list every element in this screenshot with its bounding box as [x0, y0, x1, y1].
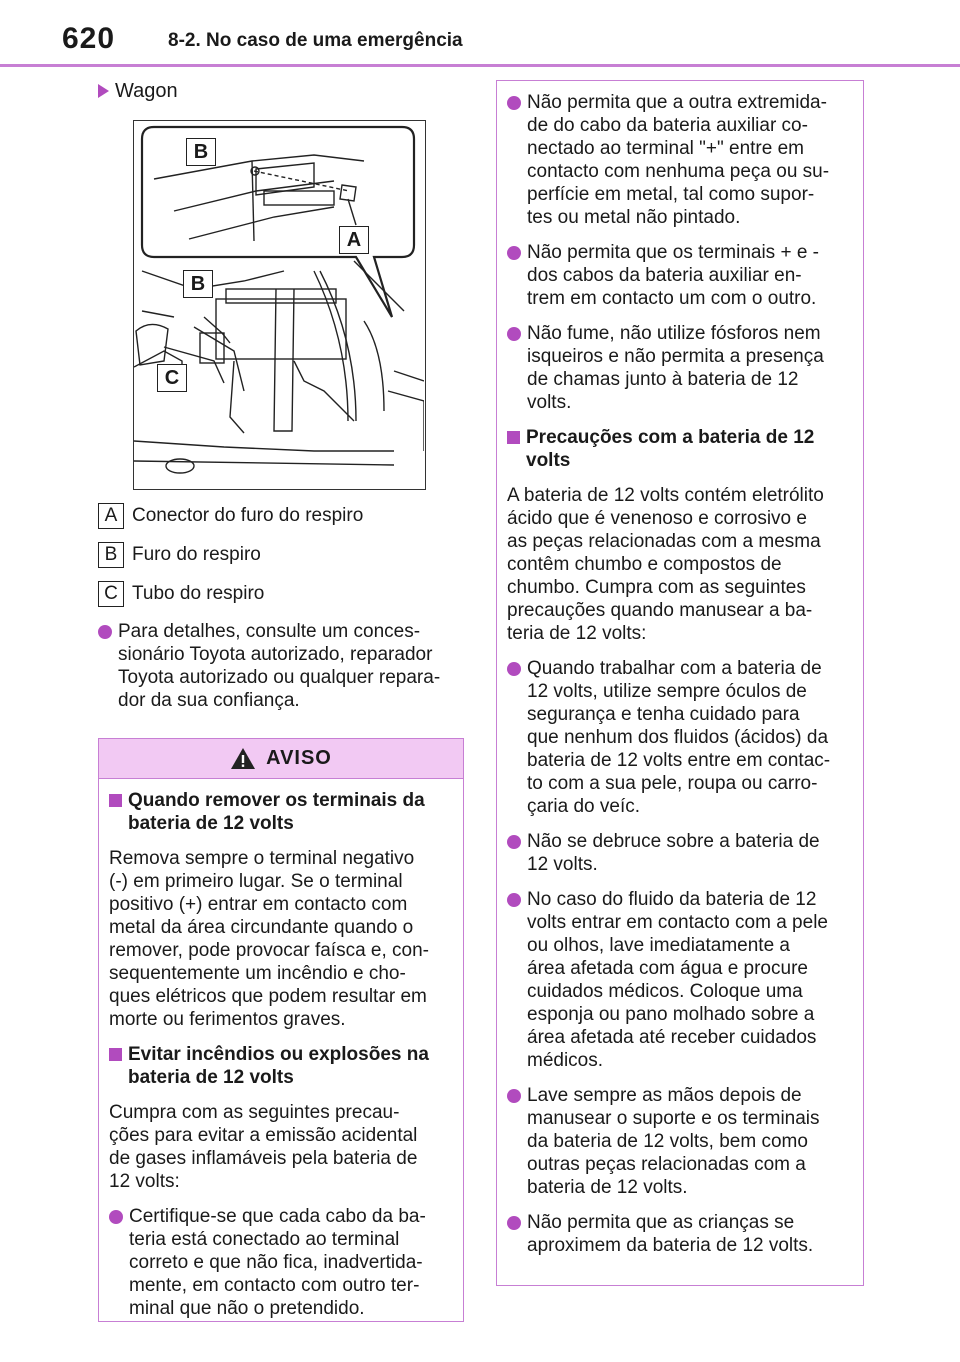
bullet-dot-icon — [507, 662, 521, 676]
text-line: perfície em metal, tal como supor- — [527, 184, 815, 205]
variant-heading — [98, 78, 178, 104]
text-line: remover, pode provocar faísca e, con- — [109, 940, 429, 961]
figure-label-c: C — [157, 364, 187, 392]
text-line: morte ou ferimentos graves. — [109, 1009, 346, 1030]
text-line: bateria de 12 volts entre em contac- — [527, 750, 831, 771]
text-line: Remova sempre o terminal negativo — [109, 848, 415, 869]
triangle-bullet-icon — [98, 84, 109, 98]
dealer-note — [98, 620, 468, 712]
text-line: teria está conectado ao terminal — [129, 1229, 400, 1250]
warning-triangle-icon — [230, 747, 256, 770]
right-bullet-4 — [507, 657, 853, 818]
bullet-dot-icon — [507, 893, 521, 907]
bullet-dot-icon — [98, 625, 112, 639]
legend-text: Furo do respiro — [132, 544, 261, 565]
text-line: bateria de 12 volts — [128, 813, 294, 834]
text-line: Quando trabalhar com a bateria de — [527, 658, 822, 679]
right-bullet-7 — [507, 1084, 853, 1199]
text-line: de chamas junto à bateria de 12 — [527, 369, 799, 390]
right-heading-1 — [507, 426, 853, 472]
text-line: volts. — [527, 392, 572, 413]
text-line: 12 volts: — [109, 1171, 180, 1192]
right-paragraph-1 — [507, 484, 853, 645]
text-line: volts entrar em contacto com a pele — [527, 912, 828, 933]
bullet-dot-icon — [507, 96, 521, 110]
text-line: nectado ao terminal "+" entre em — [527, 138, 805, 159]
warning-box — [98, 738, 464, 1322]
legend-key: C — [98, 581, 124, 607]
warning-continuation-box — [496, 80, 864, 1286]
warning-heading-2 — [109, 1043, 453, 1089]
text-line: manusear o suporte e os terminais — [527, 1108, 820, 1129]
text-line: 12 volts, utilize sempre óculos de — [527, 681, 807, 702]
text-line: Não permita que a outra extremida- — [527, 92, 827, 113]
text-line: Cumpra com as seguintes precau- — [109, 1102, 400, 1123]
text-line: chumbo. Cumpra com as seguintes — [507, 577, 806, 598]
right-bullet-1 — [507, 91, 853, 229]
text-line: sequentemente um incêndio e cho- — [109, 963, 406, 984]
right-bullet-5 — [507, 830, 853, 876]
text-line: tes ou metal não pintado. — [527, 207, 741, 228]
text-line: área afetada até receber cuidados — [527, 1027, 817, 1048]
legend-text: Tubo do respiro — [132, 583, 265, 604]
legend-key: B — [98, 542, 124, 568]
text-line: Precauções com a bateria de 12 — [526, 427, 815, 448]
text-line: metal da área circundante quando o — [109, 917, 414, 938]
text-line: volts — [526, 450, 571, 471]
text-line: que nenhum dos fluidos (ácidos) da — [527, 727, 829, 748]
text-line: correto e que não fica, inadvertida- — [129, 1252, 423, 1273]
section-title: 8-2. No caso de uma emergência — [168, 30, 463, 51]
warning-paragraph-1 — [109, 847, 453, 1031]
text-line: ques elétricos que podem resultar em — [109, 986, 427, 1007]
right-bullet-3 — [507, 322, 853, 414]
text-line: outras peças relacionadas com a — [527, 1154, 806, 1175]
text-line: dor da sua confiança. — [118, 690, 300, 711]
text-line: Não se debruce sobre a bateria de — [527, 831, 820, 852]
text-line: área afetada com água e procure — [527, 958, 808, 979]
text-line: as peças relacionadas com a mesma — [507, 531, 821, 552]
text-line: segurança e tenha cuidado para — [527, 704, 800, 725]
bullet-dot-icon — [507, 1089, 521, 1103]
right-bullet-2 — [507, 241, 853, 310]
figure-label-b-top: B — [186, 138, 216, 166]
figure-label-b-bottom: B — [183, 270, 213, 298]
text-line: sionário Toyota autorizado, reparador — [118, 644, 433, 665]
text-line: ções para evitar a emissão acidental — [109, 1125, 418, 1146]
text-line: dos cabos da bateria auxiliar en- — [527, 265, 802, 286]
text-line: trem em contacto um com o outro. — [527, 288, 817, 309]
legend-row-b — [98, 542, 438, 568]
text-line: de gases inflamáveis pela bateria de — [109, 1148, 418, 1169]
text-line: Não fume, não utilize fósforos nem — [527, 323, 821, 344]
text-line: bateria de 12 volts — [128, 1067, 294, 1088]
header-rule — [0, 64, 960, 67]
text-line: çaria do veíc. — [527, 796, 640, 817]
warning-header — [99, 739, 463, 779]
square-bullet-icon — [109, 794, 122, 807]
right-bullet-8 — [507, 1211, 853, 1257]
text-line: contêm chumbo e compostos de — [507, 554, 782, 575]
square-bullet-icon — [109, 1048, 122, 1061]
warning-paragraph-2 — [109, 1101, 453, 1193]
text-line: da bateria de 12 volts, bem como — [527, 1131, 808, 1152]
text-line: to com a sua pele, roupa ou carro- — [527, 773, 818, 794]
text-line: (-) em primeiro lugar. Se o terminal — [109, 871, 403, 892]
bullet-dot-icon — [507, 1216, 521, 1230]
text-line: aproximem da bateria de 12 volts. — [527, 1235, 814, 1256]
page-number: 620 — [62, 22, 116, 55]
text-line: Certifique-se que cada cabo da ba- — [129, 1206, 426, 1227]
text-line: Quando remover os terminais da — [128, 790, 425, 811]
figure-label-a: A — [339, 226, 369, 254]
text-line: Lave sempre as mãos depois de — [527, 1085, 802, 1106]
legend-row-a — [98, 503, 438, 529]
legend-key: A — [98, 503, 124, 529]
text-line: No caso do fluido da bateria de 12 — [527, 889, 817, 910]
text-line: positivo (+) entrar em contacto com — [109, 894, 408, 915]
text-line: Para detalhes, consulte um conces- — [118, 621, 421, 642]
text-line: Evitar incêndios ou explosões na — [128, 1044, 429, 1065]
text-line: teria de 12 volts: — [507, 623, 647, 644]
text-line: esponja ou pano molhado sobre a — [527, 1004, 815, 1025]
text-line: ácido que é venenoso e corrosivo e — [507, 508, 807, 529]
legend-row-c — [98, 581, 438, 607]
text-line: A bateria de 12 volts contém eletrólito — [507, 485, 824, 506]
text-line: bateria de 12 volts. — [527, 1177, 688, 1198]
text-line: ou olhos, lave imediatamente a — [527, 935, 790, 956]
text-line: isqueiros e não permita a presença — [527, 346, 824, 367]
bullet-dot-icon — [109, 1210, 123, 1224]
bullet-dot-icon — [507, 327, 521, 341]
text-line: Não permita que os terminais + e - — [527, 242, 819, 263]
bullet-dot-icon — [507, 835, 521, 849]
warning-heading-1 — [109, 789, 453, 835]
text-line: 12 volts. — [527, 854, 598, 875]
warning-title: AVISO — [266, 747, 332, 769]
text-line: precauções quando manusear a ba- — [507, 600, 813, 621]
right-bullet-6 — [507, 888, 853, 1072]
battery-breather-illustration — [133, 120, 426, 490]
variant-label: Wagon — [115, 79, 178, 102]
text-line: médicos. — [527, 1050, 604, 1071]
page-header — [0, 0, 960, 70]
text-line: Toyota autorizado ou qualquer repara- — [118, 667, 441, 688]
square-bullet-icon — [507, 431, 520, 444]
text-line: mente, em contacto com outro ter- — [129, 1275, 420, 1296]
engine-bay-drawing — [134, 121, 424, 488]
bullet-dot-icon — [507, 246, 521, 260]
text-line: contacto com nenhuma peça ou su- — [527, 161, 830, 182]
warning-bullet-1 — [109, 1205, 453, 1320]
text-line: cuidados médicos. Coloque uma — [527, 981, 803, 1002]
text-line: minal que não o pretendido. — [129, 1298, 365, 1319]
text-line: Não permita que as crianças se — [527, 1212, 795, 1233]
legend-text: Conector do furo do respiro — [132, 505, 364, 526]
text-line: de do cabo da bateria auxiliar co- — [527, 115, 808, 136]
